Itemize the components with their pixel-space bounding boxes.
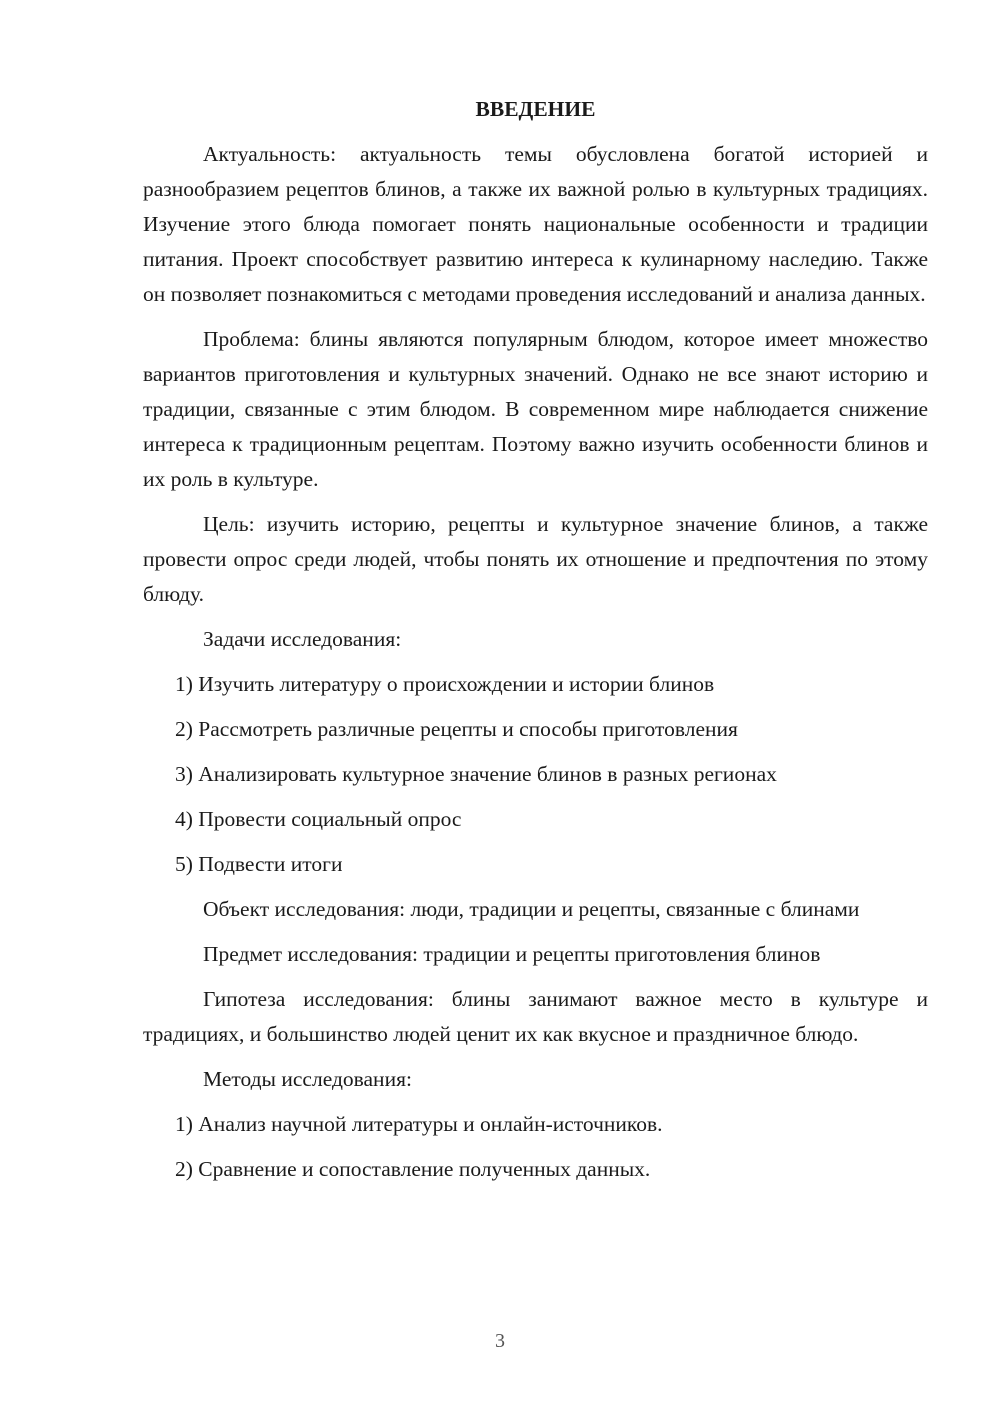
task-item: 3) Анализировать культурное значение блинов в разных регионах: [175, 762, 777, 786]
task-item: 4) Провести социальный опрос: [175, 807, 462, 831]
page-number: 3: [495, 1330, 505, 1352]
task-item: 5) Подвести итоги: [175, 852, 343, 876]
method-item: 2) Сравнение и сопоставление полученных данных.: [175, 1157, 651, 1181]
hypothesis-paragraph: Гипотеза исследования: блины занимают важное место в культуре и традициях, и большинство людей ценит их как вкусное и праздничное блюдо.: [143, 987, 928, 1046]
task-item: 1) Изучить литературу о происхождении и истории блинов: [175, 672, 715, 696]
document-page: [143, 92, 928, 1197]
methods-heading: Методы исследования:: [203, 1067, 412, 1091]
problem-paragraph: Проблема: блины являются популярным блюдом, которое имеет множество вариантов приготовления и культурных значений. Однако не все знают историю и традиции, связанные с этим блюдом. В современном мире наблюдается снижение интереса к традиционным рецептам. Поэтому важно изучить особенности блинов и их роль в культуре.: [143, 327, 928, 491]
tasks-heading: Задачи исследования:: [203, 627, 402, 651]
object-paragraph: Объект исследования: люди, традиции и рецепты, связанные с блинами: [203, 897, 860, 921]
relevance-paragraph: Актуальность: актуальность темы обусловлена богатой историей и разнообразием рецептов блинов, а также их важной ролью в культурных традициях. Изучение этого блюда помогает понять национальные особенности и традиции питания. Проект способствует развитию интереса к кулинарному наследию. Также он позволяет познакомиться с методами проведения исследований и анализа данных.: [143, 142, 928, 306]
task-item: 2) Рассмотреть различные рецепты и способы приготовления: [175, 717, 738, 741]
method-item: 1) Анализ научной литературы и онлайн-источников.: [175, 1112, 663, 1136]
section-title: ВВЕДЕНИЕ: [475, 97, 596, 121]
goal-paragraph: Цель: изучить историю, рецепты и культурное значение блинов, а также провести опрос среди людей, чтобы понять их отношение и предпочтения по этому блюду.: [143, 512, 928, 606]
subject-paragraph: Предмет исследования: традиции и рецепты приготовления блинов: [203, 942, 821, 966]
